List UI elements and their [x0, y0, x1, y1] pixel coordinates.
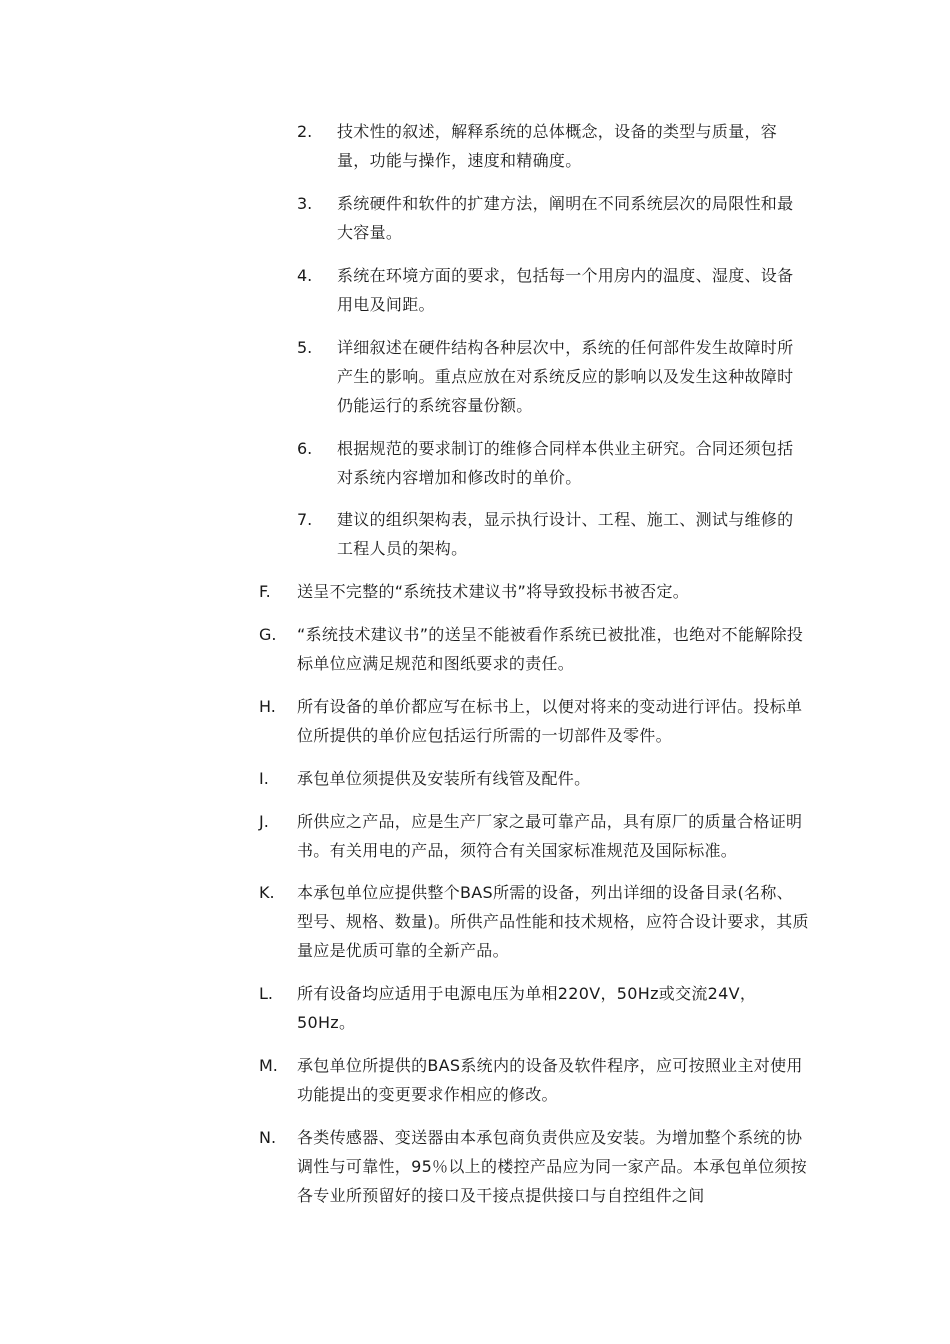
item-number: 5.	[297, 338, 313, 357]
list-item-l	[259, 979, 809, 1037]
item-letter: J.	[259, 812, 269, 831]
list-item-k	[259, 878, 809, 965]
item-text: 承包单位须提供及安装所有线管及配件。	[297, 769, 591, 788]
list-item-h	[259, 692, 809, 750]
item-text: 系统在环境方面的要求，包括每一个用房内的温度、湿度、设备用电及间距。	[337, 266, 794, 314]
item-letter: F.	[259, 582, 271, 601]
item-letter: K.	[259, 883, 275, 902]
item-text: 承包单位所提供的BAS系统内的设备及软件程序，应可按照业主对使用功能提出的变更要求作相应的修改。	[297, 1056, 803, 1104]
item-number: 3.	[297, 194, 313, 213]
list-item-f	[259, 577, 809, 606]
item-text: 根据规范的要求制订的维修合同样本供业主研究。合同还须包括对系统内容增加和修改时的单价。	[337, 439, 794, 487]
list-item-3	[297, 189, 809, 247]
item-letter: I.	[259, 769, 269, 788]
item-letter: G.	[259, 625, 277, 644]
item-text: 各类传感器、变送器由本承包商负责供应及安装。为增加整个系统的协调性与可靠性，95％以上的楼控产品应为同一家产品。本承包单位须按各专业所预留好的接口及干接点提供接口与自控组件之间	[297, 1128, 807, 1205]
list-item-m	[259, 1051, 809, 1109]
item-number: 7.	[297, 510, 313, 529]
item-text: 所供应之产品，应是生产厂家之最可靠产品，具有原厂的质量合格证明书。有关用电的产品，须符合有关国家标准规范及国际标准。	[297, 812, 803, 860]
list-item-n	[259, 1123, 809, 1210]
list-item-5	[297, 333, 809, 420]
item-letter: L.	[259, 984, 273, 1003]
item-text: “系统技术建议书”的送呈不能被看作系统已被批准，也绝对不能解除投标单位应满足规范和图纸要求的责任。	[297, 625, 804, 673]
list-item-i	[259, 764, 809, 793]
item-text: 详细叙述在硬件结构各种层次中，系统的任何部件发生故障时所产生的影响。重点应放在对系统反应的影响以及发生这种故障时仍能运行的系统容量份额。	[337, 338, 794, 415]
item-text: 送呈不完整的“系统技术建议书”将导致投标书被否定。	[297, 582, 690, 601]
item-text: 所有设备的单价都应写在标书上，以便对将来的变动进行评估。投标单位所提供的单价应包括运行所需的一切部件及零件。	[297, 697, 803, 745]
list-item-j	[259, 807, 809, 865]
item-text: 建议的组织架构表，显示执行设计、工程、施工、测试与维修的工程人员的架构。	[337, 510, 794, 558]
item-text: 系统硬件和软件的扩建方法，阐明在不同系统层次的局限性和最大容量。	[337, 194, 794, 242]
item-letter: M.	[259, 1056, 278, 1075]
list-item-6	[297, 434, 809, 492]
item-letter: N.	[259, 1128, 277, 1147]
item-number: 4.	[297, 266, 313, 285]
item-letter: H.	[259, 697, 276, 716]
list-item-2	[297, 117, 809, 175]
item-text: 所有设备均应适用于电源电压为单相220V，50Hz或交流24V，50Hz。	[297, 984, 757, 1032]
list-item-7	[297, 505, 809, 563]
item-text: 本承包单位应提供整个BAS所需的设备，列出详细的设备目录(名称、型号、规格、数量)。所供产品性能和技术规格，应符合设计要求，其质量应是优质可靠的全新产品。	[297, 883, 809, 960]
item-text: 技术性的叙述，解释系统的总体概念，设备的类型与质量，容量，功能与操作，速度和精确度。	[337, 122, 778, 170]
list-item-g	[259, 620, 809, 678]
list-item-4	[297, 261, 809, 319]
item-number: 2.	[297, 122, 313, 141]
item-number: 6.	[297, 439, 313, 458]
